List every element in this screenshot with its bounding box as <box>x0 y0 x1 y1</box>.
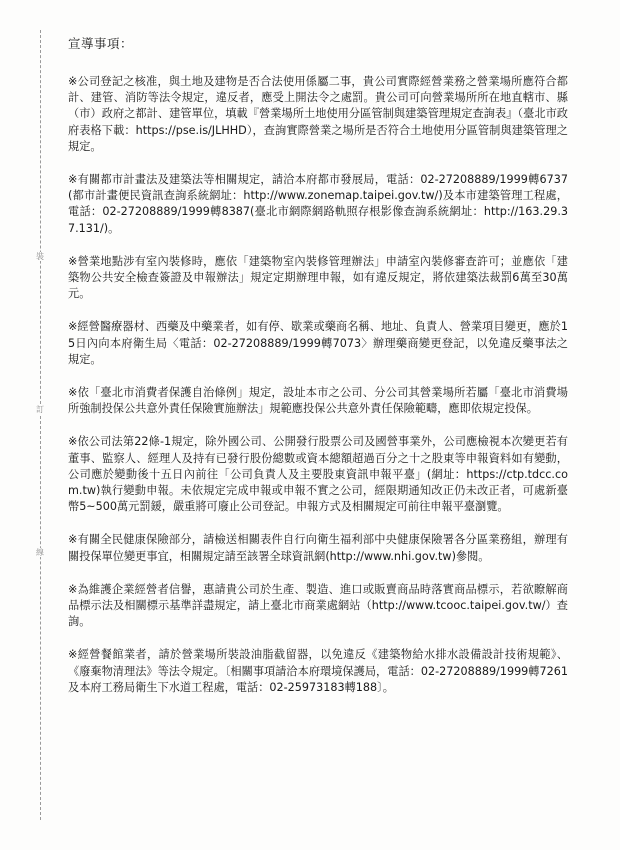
binding-mark-top: 裝 <box>36 252 44 261</box>
notice-paragraph-pharmaceutical: ※經營醫療器材、西藥及中藥業者，如有停、歇業或藥商名稱、地址、負責人、營業項目變更，應於15日內向本府衛生局〈電話：02-27208889/1999轉7073〉辦理藥商變更登記，以免違反藥事法之規定。 <box>68 320 568 366</box>
notice-paragraph-product-labeling: ※為維護企業經營者信譽，惠請貴公司於生產、製造、進口或販賣商品時落實商品標示，若欲瞭解商品標示法及相關標示基準詳盡規定，請上臺北市商業處網站（http://www.tcooc.taipei.gov.tw/）查詢。 <box>68 582 568 629</box>
notice-paragraph-consumer-protection: ※依「臺北市消費者保護自治條例」規定，設址本市之公司、分公司其營業場所若屬「臺北市消費場所強制投保公共意外責任保險實施辦法」規範應投保公共意外責任保險範疇，應即依規定投保。 <box>68 386 568 416</box>
notice-paragraph-restaurant-grease: ※經營餐館業者，請於營業場所裝設油脂截留器，以免違反《建築物給水排水設備設計技術規範》、《廢棄物清理法》等法令規定。〔相關事項請洽本府環境保護局，電話：02-27208889/1999轉7261及本府工務局衛生下水道工程處，電話：02-25973183轉188〕。 <box>68 648 568 694</box>
notice-paragraph-zoning: ※公司登記之核准，與土地及建物是否合法使用係屬二事，貴公司實際經營業務之營業場所應符合都計、建管、消防等法令規定，違反者，應受上開法令之處罰。貴公司可向營業場所所在地直轄市、縣（市）政府之都計、建管單位，填載『營業場所土地使用分區管制與建築管理規定查詢表』（臺北市政府表格下載：https://pse.is/JLHHD），查詢實際營業之場所是否符合土地使用分區管制與建築管理之規定。 <box>68 75 568 153</box>
notice-paragraph-health-insurance: ※有關全民健康保險部分，請檢送相關表件自行向衛生福利部中央健康保險署各分區業務組，辦理有關投保單位變更事宜，相關規定請至該署全球資訊網(http://www.nhi.gov.tw)參閱。 <box>68 533 568 563</box>
notice-heading: 宣導事項： <box>68 36 134 51</box>
notice-paragraph-urban-planning: ※有關都市計畫法及建築法等相關規定，請洽本府都市發展局，電話：02-27208889/1999轉6737(都市計畫便民資訊查詢系統網址：http://www.zonemap.taipei.gov.tw/)及本市建築管理工程處，電話：02-27208889/1999轉8387(臺北市網際網路軌照存根影像查詢系統網址：http://163.29.37.131/)。 <box>68 173 568 235</box>
binding-line <box>40 30 41 820</box>
notice-content <box>68 34 568 713</box>
notice-paragraph-interior-renovation: ※營業地點涉有室內裝修時，應依「建築物室內裝修管理辦法」申請室內裝修審查許可；並應依「建築物公共安全檢查簽證及申報辦法」規定定期辦理申報，如有違反規定，將依建築法裁罰6萬至30萬元。 <box>68 254 568 301</box>
binding-mark-middle: 訂 <box>36 405 44 414</box>
notice-paragraph-company-act: ※依公司法第22條-1規定，除外國公司、公開發行股票公司及國營事業外，公司應檢視本次變更若有董事、監察人、經理人及持有已發行股份總數或資本總額超過百分之十之股東等申報資料如有變動，公司應於變動後十五日內前往「公司負責人及主要股東資訊申報平臺」(網址：https://ctp.tdcc.com.tw)執行變動申報。未依規定完成申報或申報不實之公司，經限期通知改正仍未改正者，可處新臺幣5~500萬元罰鍰，嚴重將可廢止公司登記。申報方式及相關規定可前往申報平臺瀏覽。 <box>68 435 568 514</box>
binding-mark-bottom: 線 <box>36 548 44 557</box>
